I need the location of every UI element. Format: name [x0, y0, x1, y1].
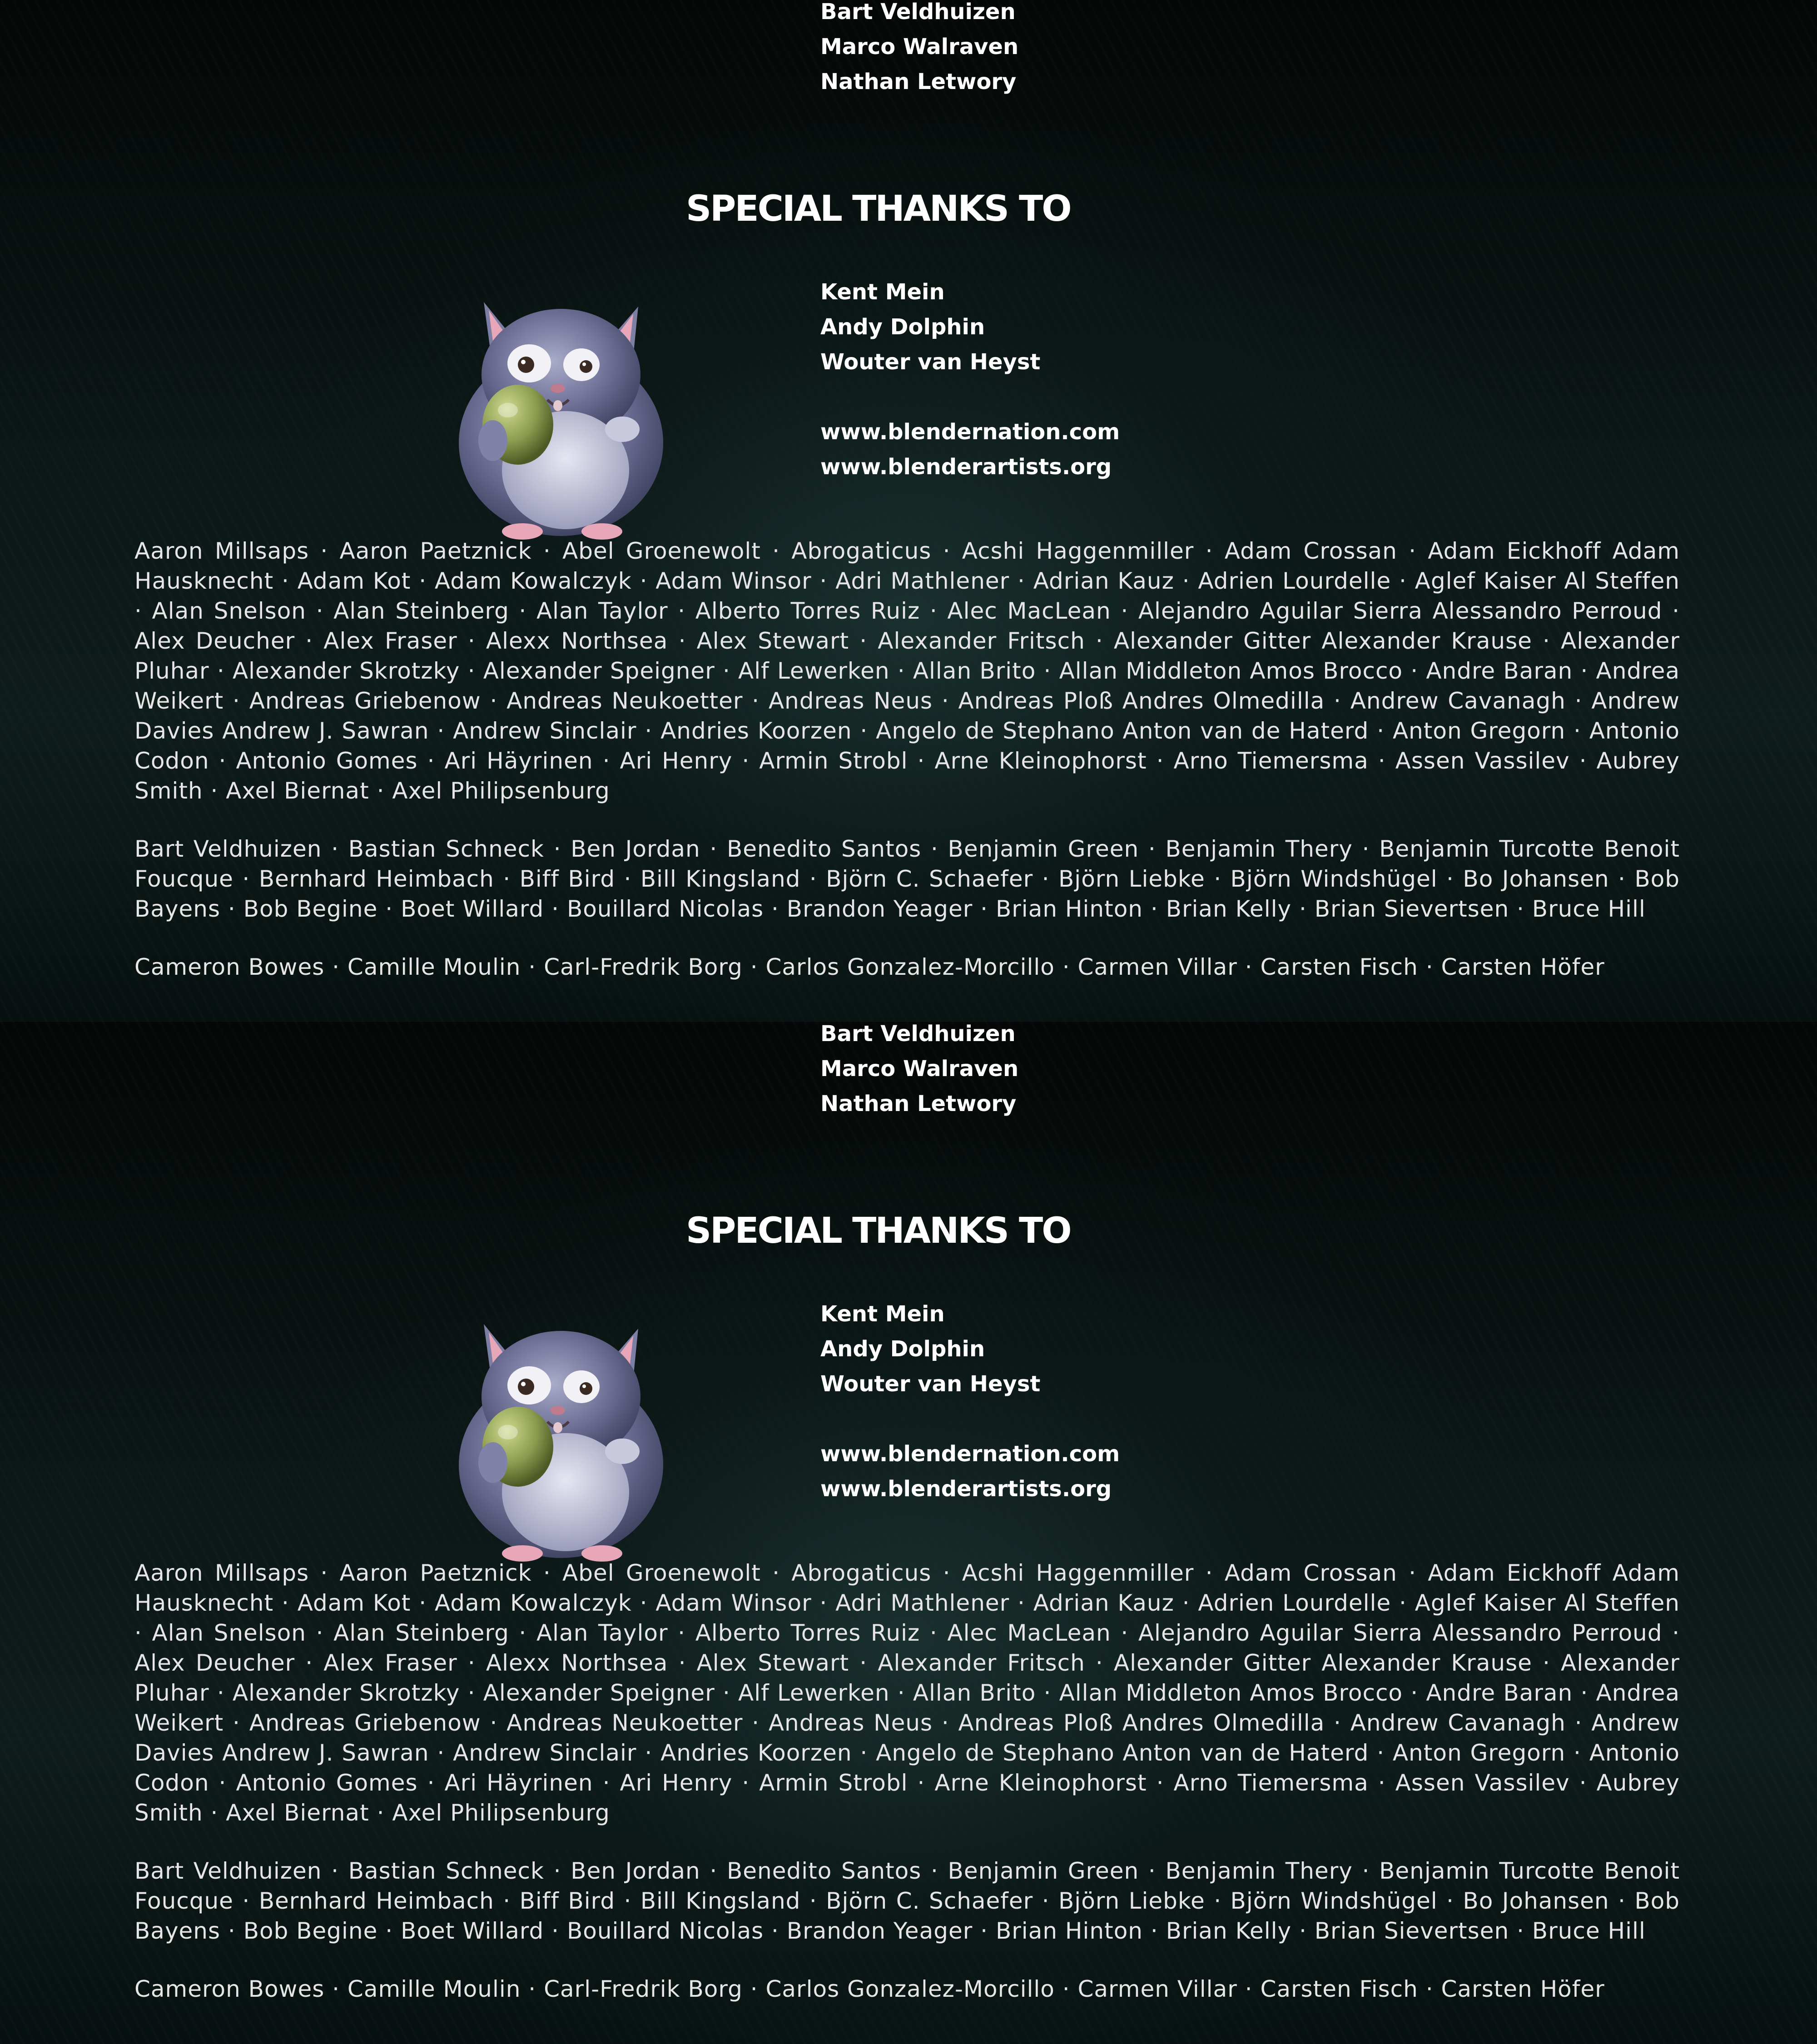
top-name: Bart Veldhuizen	[820, 1022, 1016, 1047]
credits-paragraph-b: Bart Veldhuizen · Bastian Schneck · Ben Jordan · Benedito Santos · Benjamin Green · Benjamin Thery · Benjamin Turcotte Benoit Foucque · Bernhard Heimbach · Biff Bird · Bill Kingsland · Björn C. Schaefer · Björn Liebke · Björn Windshügel · Bo Johansen · Bob Bayens · Bob Begine · Boet Willard · Bouillard Nicolas · Brandon Yeager · Brian Hinton · Brian Kelly · Brian Sievertsen · Bruce Hill	[134, 1858, 1680, 1944]
credits-paragraph-a: Aaron Millsaps · Aaron Paetznick · Abel Groenewolt · Abrogaticus · Acshi Haggenmiller · Adam Crossan · Adam Eickhoff Adam Hausknecht · Adam Kot · Adam Kowalczyk · Adam Winsor · Adri Mathlener · Adrian Kauz · Adrien Lourdelle · Aglef Kaiser Al Steffen · Alan Snelson · Alan Steinberg · Alan Taylor · Alberto Torres Ruiz · Alec MacLean · Alejandro Aguilar Sierra Alessandro Perroud · Alex Deucher · Alex Fraser · Alexx Northsea · Alex Stewart · Alexander Fritsch · Alexander Gitter Alexander Krause · Alexander Pluhar · Alexander Skrotzky · Alexander Speigner · Alf Lewerken · Allan Brito · Allan Middleton Amos Brocco · Andre Baran · Andrea Weikert · Andreas Griebenow · Andreas Neukoetter · Andreas Neus · Andreas Ploß Andres Olmedilla · Andrew Cavanagh · Andrew Davies Andrew J. Sawran · Andrew Sinclair · Andries Koorzen · Angelo de Stephano Anton van de Haterd · Anton Gregorn · Antonio Codon · Antonio Gomes · Ari Häyrinen · Ari Henry · Armin Strobl · Arne Kleinophorst · Arno Tiemersma · Assen Vassilev · Aubrey Smith · Axel Biernat · Axel Philipsenburg	[134, 1560, 1680, 1826]
special-thanks-list	[820, 275, 1120, 485]
top-name: Nathan Letwory	[820, 69, 1017, 94]
section-title: SPECIAL THANKS TO	[686, 189, 1071, 229]
top-name: Nathan Letwory	[820, 1091, 1017, 1116]
top-name: Bart Veldhuizen	[820, 0, 1016, 25]
thanks-name: Kent Mein	[820, 279, 945, 305]
credits-name-block	[134, 536, 1680, 1010]
top-name: Marco Walraven	[820, 1056, 1019, 1082]
credits-paragraph-a: Aaron Millsaps · Aaron Paetznick · Abel Groenewolt · Abrogaticus · Acshi Haggenmiller · Adam Crossan · Adam Eickhoff Adam Hausknecht · Adam Kot · Adam Kowalczyk · Adam Winsor · Adri Mathlener · Adrian Kauz · Adrien Lourdelle · Aglef Kaiser Al Steffen · Alan Snelson · Alan Steinberg · Alan Taylor · Alberto Torres Ruiz · Alec MacLean · Alejandro Aguilar Sierra Alessandro Perroud · Alex Deucher · Alex Fraser · Alexx Northsea · Alex Stewart · Alexander Fritsch · Alexander Gitter Alexander Krause · Alexander Pluhar · Alexander Skrotzky · Alexander Speigner · Alf Lewerken · Allan Brito · Allan Middleton Amos Brocco · Andre Baran · Andrea Weikert · Andreas Griebenow · Andreas Neukoetter · Andreas Neus · Andreas Ploß Andres Olmedilla · Andrew Cavanagh · Andrew Davies Andrew J. Sawran · Andrew Sinclair · Andries Koorzen · Angelo de Stephano Anton van de Haterd · Anton Gregorn · Antonio Codon · Antonio Gomes · Ari Häyrinen · Ari Henry · Armin Strobl · Arne Kleinophorst · Arno Tiemersma · Assen Vassilev · Aubrey Smith · Axel Biernat · Axel Philipsenburg	[134, 538, 1680, 804]
thanks-name: Kent Mein	[820, 1301, 945, 1327]
credits-frame-bottom	[0, 1022, 1817, 2044]
top-names-list	[820, 1022, 1018, 1121]
section-title: SPECIAL THANKS TO	[686, 1211, 1071, 1251]
thanks-name: Andy Dolphin	[820, 1336, 985, 1362]
credits-paragraph-c: Cameron Bowes · Camille Moulin · Carl-Fredrik Borg · Carlos Gonzalez-Morcillo · Carmen Villar · Carsten Fisch · Carsten Höfer	[134, 954, 1605, 980]
credits-paragraph-b: Bart Veldhuizen · Bastian Schneck · Ben Jordan · Benedito Santos · Benjamin Green · Benjamin Thery · Benjamin Turcotte Benoit Foucque · Bernhard Heimbach · Biff Bird · Bill Kingsland · Björn C. Schaefer · Björn Liebke · Björn Windshügel · Bo Johansen · Bob Bayens · Bob Begine · Boet Willard · Bouillard Nicolas · Brandon Yeager · Brian Hinton · Brian Kelly · Brian Sievertsen · Bruce Hill	[134, 836, 1680, 922]
credits-paragraph-c: Cameron Bowes · Camille Moulin · Carl-Fredrik Borg · Carlos Gonzalez-Morcillo · Carmen Villar · Carsten Fisch · Carsten Höfer	[134, 1976, 1605, 2002]
thanks-website: www.blenderartists.org	[820, 1476, 1112, 1502]
hamster-mascot-image	[450, 284, 672, 543]
thanks-website: www.blendernation.com	[820, 1441, 1120, 1467]
top-name: Marco Walraven	[820, 34, 1019, 60]
thanks-name: Wouter van Heyst	[820, 1371, 1041, 1397]
thanks-spacer	[820, 380, 1120, 415]
thanks-name: Wouter van Heyst	[820, 349, 1041, 375]
hamster-mascot-image	[450, 1306, 672, 1565]
thanks-website: www.blenderartists.org	[820, 454, 1112, 480]
credits-name-block	[134, 1558, 1680, 2032]
thanks-spacer	[820, 1402, 1120, 1437]
top-names-list	[820, 0, 1018, 99]
thanks-name: Andy Dolphin	[820, 314, 985, 340]
special-thanks-list	[820, 1297, 1120, 1507]
thanks-website: www.blendernation.com	[820, 419, 1120, 445]
